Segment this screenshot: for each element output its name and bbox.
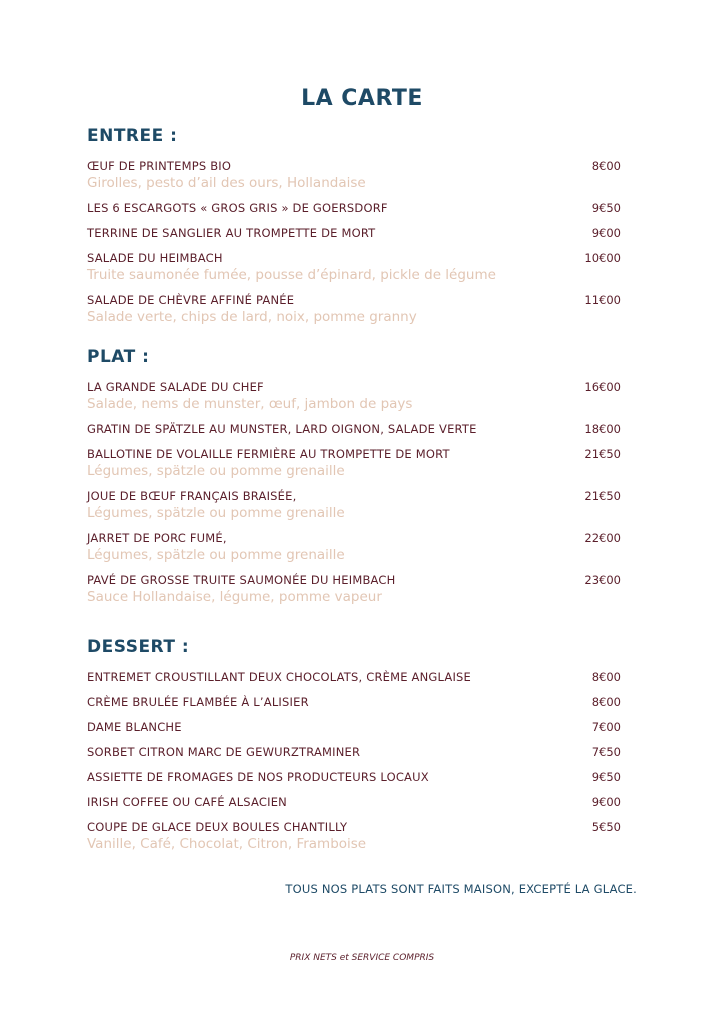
item-price: 11€00 (584, 293, 621, 307)
menu-item (87, 489, 621, 521)
item-price: 9€00 (591, 226, 621, 240)
item-price: 9€00 (591, 795, 621, 809)
item-name: CRÈME BRULÉE FLAMBÉE À L’ALISIER (87, 695, 309, 709)
menu-item (87, 670, 621, 684)
item-price: 9€50 (591, 770, 621, 784)
item-name: COUPE DE GLACE DEUX BOULES CHANTILLY (87, 820, 348, 834)
house-made-note: TOUS NOS PLATS SONT FAITS MAISON, EXCEPTÉ LA GLACE. (285, 882, 637, 896)
menu-item (87, 159, 621, 191)
item-name: ASSIETTE DE FROMAGES DE NOS PRODUCTEURS LOCAUX (87, 770, 429, 784)
section-heading-plat: PLAT : (87, 347, 150, 367)
menu-item (87, 720, 621, 734)
item-price: 8€00 (591, 695, 621, 709)
item-price: 23€00 (584, 573, 621, 587)
item-price: 7€00 (591, 720, 621, 734)
item-description: Légumes, spätzle ou pomme grenaille (87, 547, 345, 563)
section-heading-dessert: DESSERT : (87, 637, 190, 657)
item-price: 10€00 (584, 251, 621, 265)
item-price: 21€50 (584, 447, 621, 461)
item-price: 8€00 (591, 670, 621, 684)
item-price: 18€00 (584, 422, 621, 436)
item-price: 9€50 (591, 201, 621, 215)
item-name: SORBET CITRON MARC DE GEWURZTRAMINER (87, 745, 361, 759)
item-name: PAVÉ DE GROSSE TRUITE SAUMONÉE DU HEIMBACH (87, 573, 396, 587)
item-name: LES 6 ESCARGOTS « GROS GRIS » DE GOERSDORF (87, 201, 388, 215)
item-description: Légumes, spätzle ou pomme grenaille (87, 463, 345, 479)
menu-item (87, 531, 621, 563)
item-price: 5€50 (591, 820, 621, 834)
item-description: Sauce Hollandaise, légume, pomme vapeur (87, 589, 382, 605)
item-price: 7€50 (591, 745, 621, 759)
menu-item (87, 695, 621, 709)
menu-item (87, 226, 621, 240)
menu-item (87, 380, 621, 412)
menu-item (87, 251, 621, 283)
menu-item (87, 201, 621, 215)
item-name: GRATIN DE SPÄTZLE AU MUNSTER, LARD OIGNON, SALADE VERTE (87, 422, 477, 436)
item-price: 21€50 (584, 489, 621, 503)
page-title: LA CARTE (301, 86, 423, 111)
item-description: Salade verte, chips de lard, noix, pomme granny (87, 309, 417, 325)
item-name: ŒUF DE PRINTEMPS BIO (87, 159, 232, 173)
item-name: TERRINE DE SANGLIER AU TROMPETTE DE MORT (87, 226, 376, 240)
item-name: ENTREMET CROUSTILLANT DEUX CHOCOLATS, CRÈME ANGLAISE (87, 670, 472, 684)
item-description: Légumes, spätzle ou pomme grenaille (87, 505, 345, 521)
menu-item (87, 745, 621, 759)
item-price: 16€00 (584, 380, 621, 394)
item-name: IRISH COFFEE OU CAFÉ ALSACIEN (87, 795, 287, 809)
item-name: JARRET DE PORC FUMÉ, (87, 531, 227, 545)
menu-item (87, 573, 621, 605)
item-name: LA GRANDE SALADE DU CHEF (87, 380, 264, 394)
menu-item (87, 422, 621, 436)
item-name: SALADE DU HEIMBACH (87, 251, 223, 265)
item-description: Salade, nems de munster, œuf, jambon de pays (87, 396, 413, 412)
item-price: 22€00 (584, 531, 621, 545)
item-description: Vanille, Café, Chocolat, Citron, Framboise (87, 836, 367, 852)
menu-item (87, 293, 621, 325)
menu-item (87, 820, 621, 852)
item-price: 8€00 (591, 159, 621, 173)
section-heading-entree: ENTREE : (87, 126, 178, 146)
item-name: DAME BLANCHE (87, 720, 182, 734)
item-name: BALLOTINE DE VOLAILLE FERMIÈRE AU TROMPETTE DE MORT (87, 447, 450, 461)
menu-item (87, 795, 621, 809)
item-name: SALADE DE CHÈVRE AFFINÉ PANÉE (87, 293, 295, 307)
item-description: Girolles, pesto d’ail des ours, Hollandaise (87, 175, 366, 191)
item-description: Truite saumonée fumée, pousse d’épinard, pickle de légume (87, 267, 496, 283)
menu-item (87, 447, 621, 479)
menu-item (87, 770, 621, 784)
footer-note: PRIX NETS et SERVICE COMPRIS (289, 953, 435, 963)
item-name: JOUE DE BŒUF FRANÇAIS BRAISÉE, (87, 489, 297, 503)
